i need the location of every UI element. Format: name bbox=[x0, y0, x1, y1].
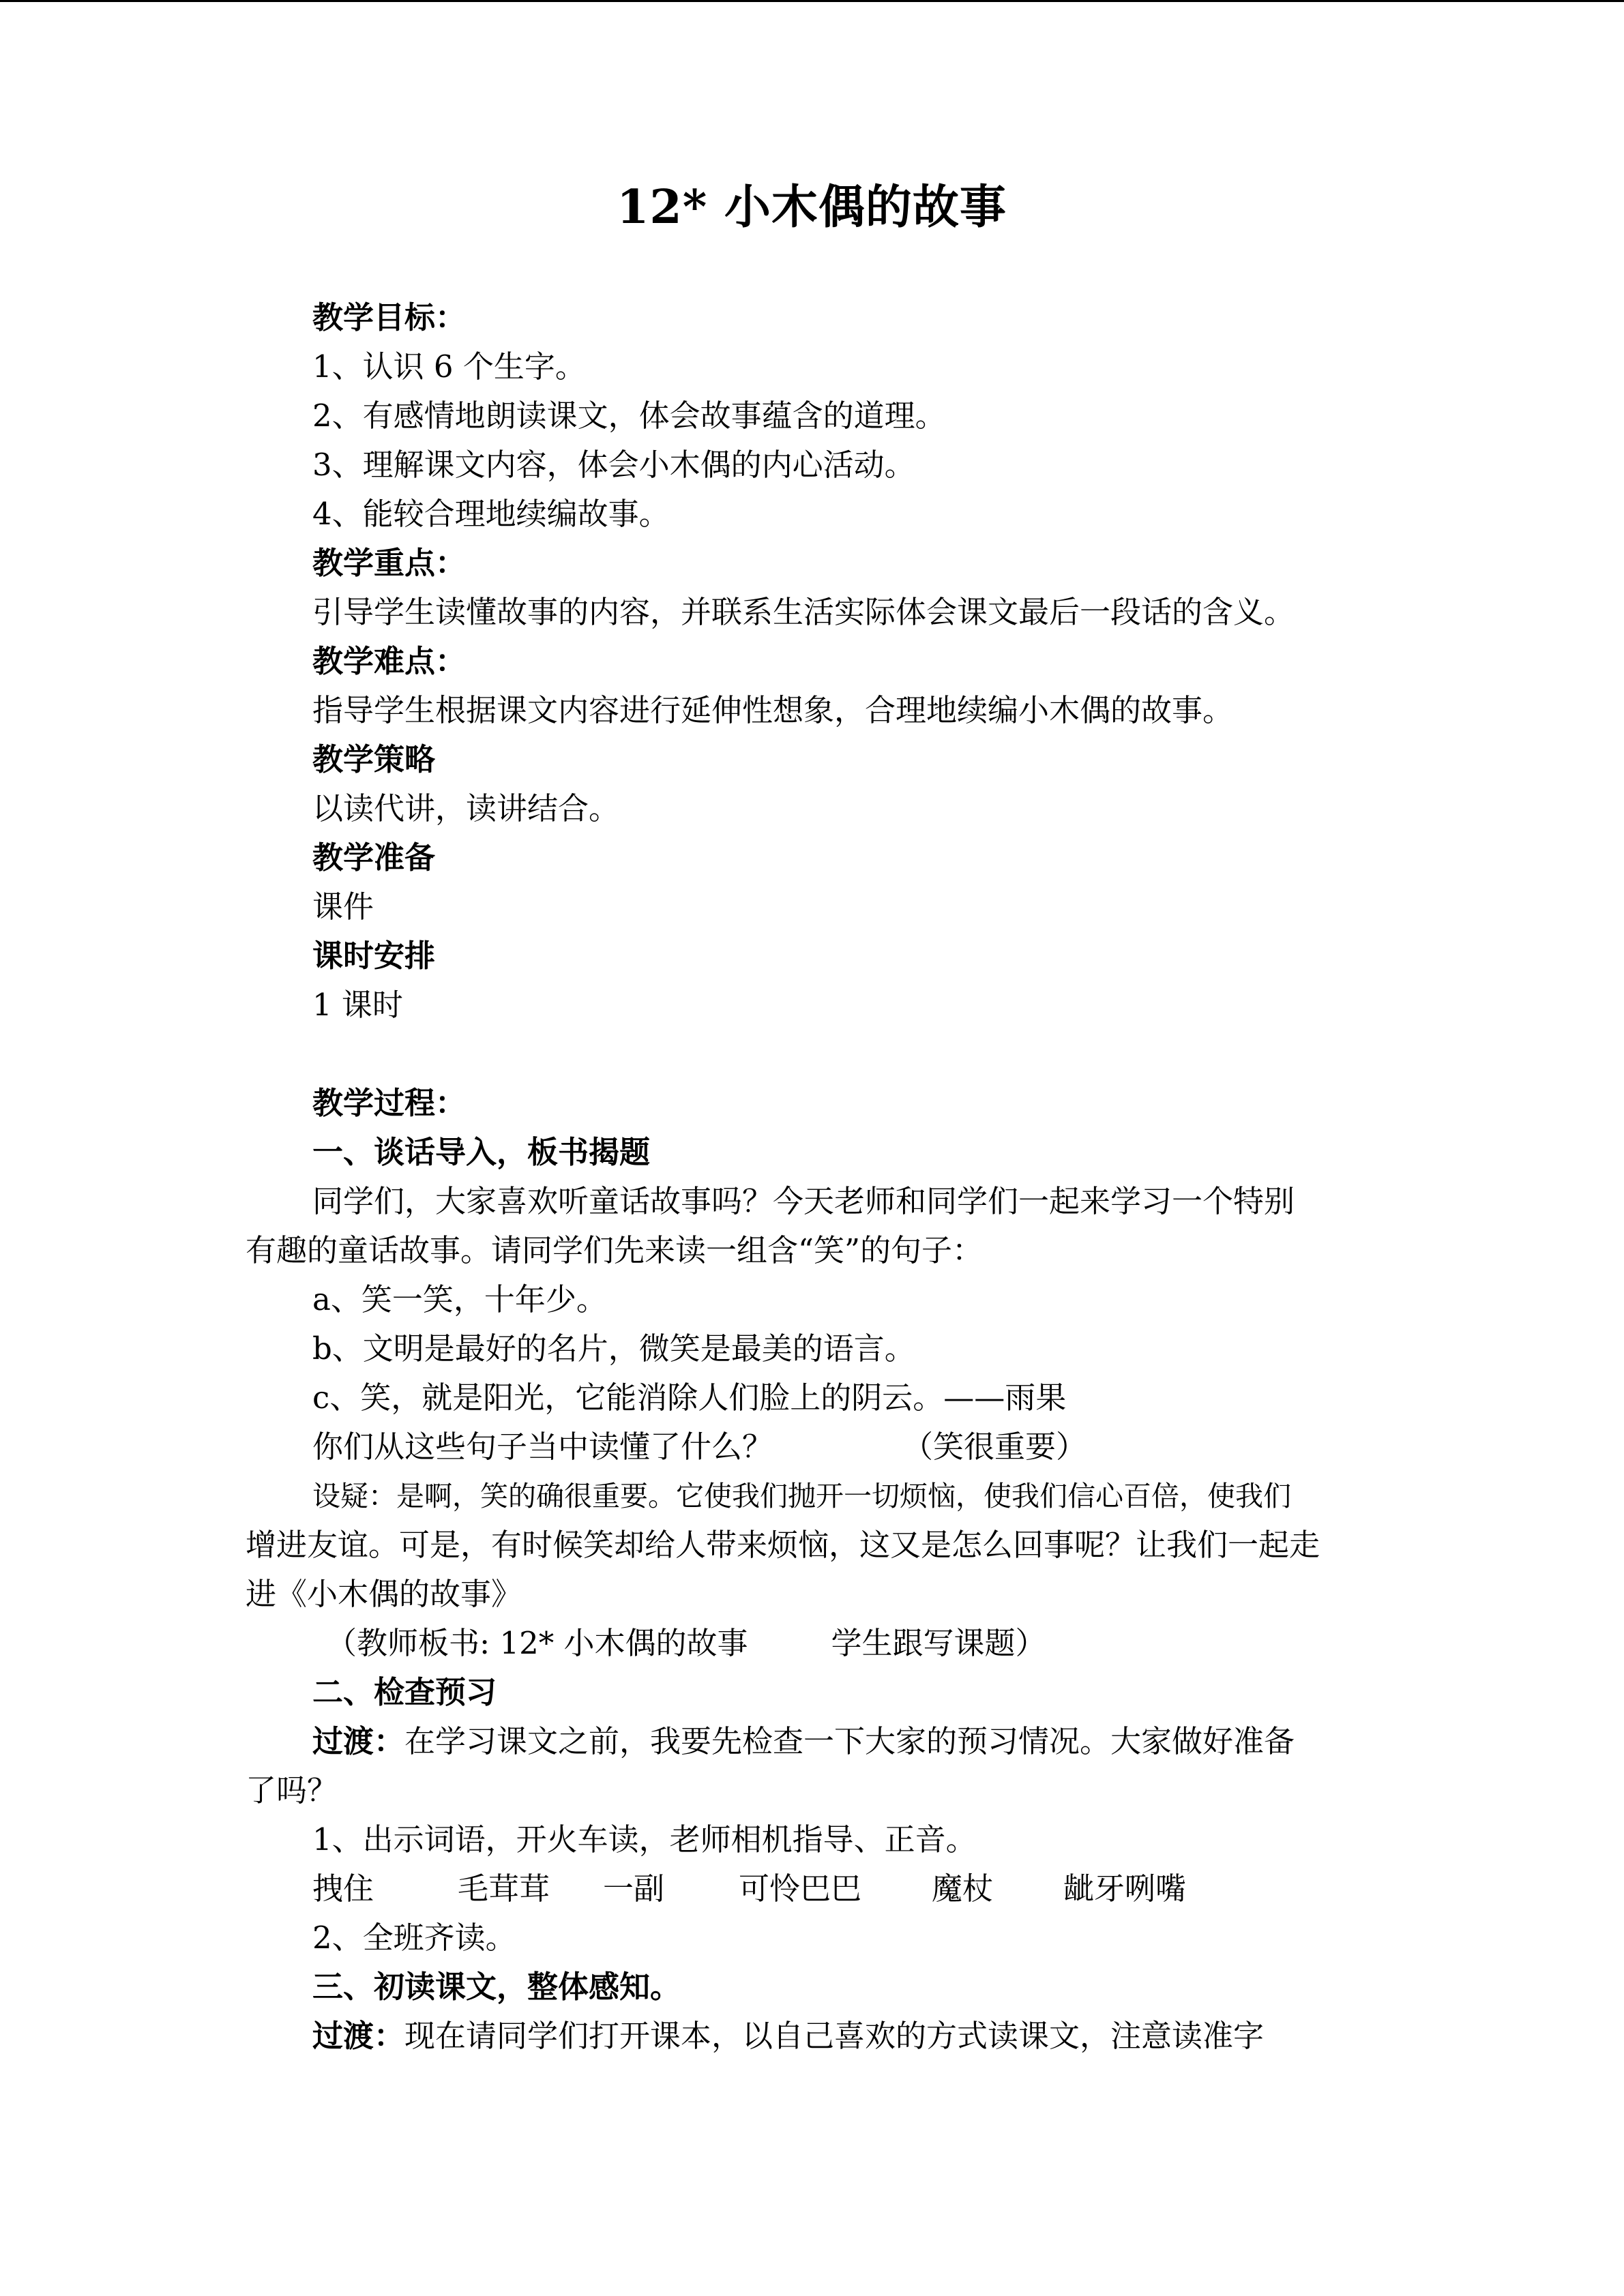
section3-heading: 三、初读课文，整体感知。 bbox=[312, 1969, 681, 2005]
preparation-text: 课件 bbox=[312, 889, 374, 925]
sentence-b: b、文明是最好的名片，微笑是最美的语言。 bbox=[312, 1330, 915, 1367]
schedule-text: 1 课时 bbox=[312, 987, 403, 1023]
preparation-heading: 教学准备 bbox=[312, 839, 436, 876]
difficulties-text: 指导学生根据课文内容进行延伸性想象，合理地续编小木偶的故事。 bbox=[312, 692, 1234, 728]
key-points-heading: 教学重点： bbox=[312, 545, 467, 581]
question-text: 你们从这些句子当中读懂了什么？ bbox=[312, 1429, 773, 1465]
section1-paragraph-line: 有趣的童话故事。请同学们先来读一组含“笑”的句子： bbox=[246, 1232, 984, 1268]
section2-heading: 二、检查预习 bbox=[312, 1674, 497, 1710]
process-heading: 教学过程： bbox=[312, 1085, 467, 1121]
section2-transition-line: 了吗？ bbox=[246, 1772, 338, 1808]
step-1: 1、出示词语，开火车读，老师相机指导、正音。 bbox=[312, 1821, 977, 1858]
vocab-word: 毛茸茸 bbox=[458, 1870, 550, 1907]
section1-paragraph-line: 同学们，大家喜欢听童话故事吗？今天老师和同学们一起来学习一个特别 bbox=[312, 1183, 1295, 1219]
strategy-heading: 教学策略 bbox=[312, 741, 436, 777]
section1-heading: 一、谈话导入，板书揭题 bbox=[312, 1134, 651, 1170]
vocab-word: 龇牙咧嘴 bbox=[1063, 1870, 1187, 1907]
vocab-word: 可怜巴巴 bbox=[739, 1870, 862, 1907]
objectives-heading: 教学目标： bbox=[312, 299, 467, 336]
transition-label: 过渡： bbox=[312, 1723, 405, 1759]
section3-transition-line bbox=[246, 2012, 1378, 2061]
blank-line bbox=[246, 1030, 1378, 1079]
doubt-line: 设疑：是啊，笑的确很重要。它使我们抛开一切烦恼，使我们信心百倍，使我们 bbox=[312, 1480, 1291, 1512]
document-page bbox=[246, 180, 1378, 2061]
vocab-word: 一副 bbox=[603, 1870, 665, 1907]
vocab-word: 拽住 bbox=[312, 1870, 374, 1907]
transition-label: 过渡： bbox=[312, 2018, 405, 2054]
key-points-text: 引导学生读懂故事的内容，并联系生活实际体会课文最后一段话的含义。 bbox=[312, 594, 1295, 630]
sentence-a: a、笑一笑，十年少。 bbox=[312, 1281, 607, 1317]
sentence-c: c、笑，就是阳光，它能消除人们脸上的阴云。——雨果 bbox=[312, 1380, 1067, 1416]
board-note-line bbox=[246, 1619, 1378, 1668]
vocab-word: 魔杖 bbox=[932, 1870, 994, 1907]
objective-item: 4、能较合理地续编故事。 bbox=[312, 496, 670, 532]
board-note-student: 学生跟写课题） bbox=[831, 1625, 1046, 1661]
doubt-line: 增进友谊。可是，有时候笑却给人带来烦恼，这又是怎么回事呢？让我们一起走 bbox=[246, 1527, 1320, 1563]
step-2: 2、全班齐读。 bbox=[312, 1920, 516, 1956]
objective-item: 2、有感情地朗读课文，体会故事蕴含的道理。 bbox=[312, 398, 946, 434]
question-note: （笑很重要） bbox=[902, 1429, 1087, 1465]
section2-transition-line bbox=[246, 1717, 1378, 1766]
vocabulary-row bbox=[246, 1864, 1378, 1913]
document-title: 12* 小木偶的故事 bbox=[617, 180, 1007, 235]
objective-item: 1、认识 6 个生字。 bbox=[312, 348, 586, 385]
transition-text: 现在请同学们打开课本，以自己喜欢的方式读课文，注意读准字 bbox=[404, 2018, 1265, 2054]
doubt-line: 进《小木偶的故事》 bbox=[246, 1576, 522, 1612]
objective-item: 3、理解课文内容，体会小木偶的内心活动。 bbox=[312, 447, 915, 483]
difficulties-heading: 教学难点： bbox=[312, 643, 467, 679]
transition-text: 在学习课文之前，我要先检查一下大家的预习情况。大家做好准备 bbox=[404, 1723, 1295, 1759]
page-top-border bbox=[0, 0, 1624, 2]
strategy-text: 以读代讲，读讲结合。 bbox=[312, 790, 620, 826]
question-line bbox=[246, 1422, 1378, 1472]
schedule-heading: 课时安排 bbox=[312, 938, 436, 974]
board-note: （教师板书: 12* 小木偶的故事 bbox=[326, 1625, 748, 1661]
